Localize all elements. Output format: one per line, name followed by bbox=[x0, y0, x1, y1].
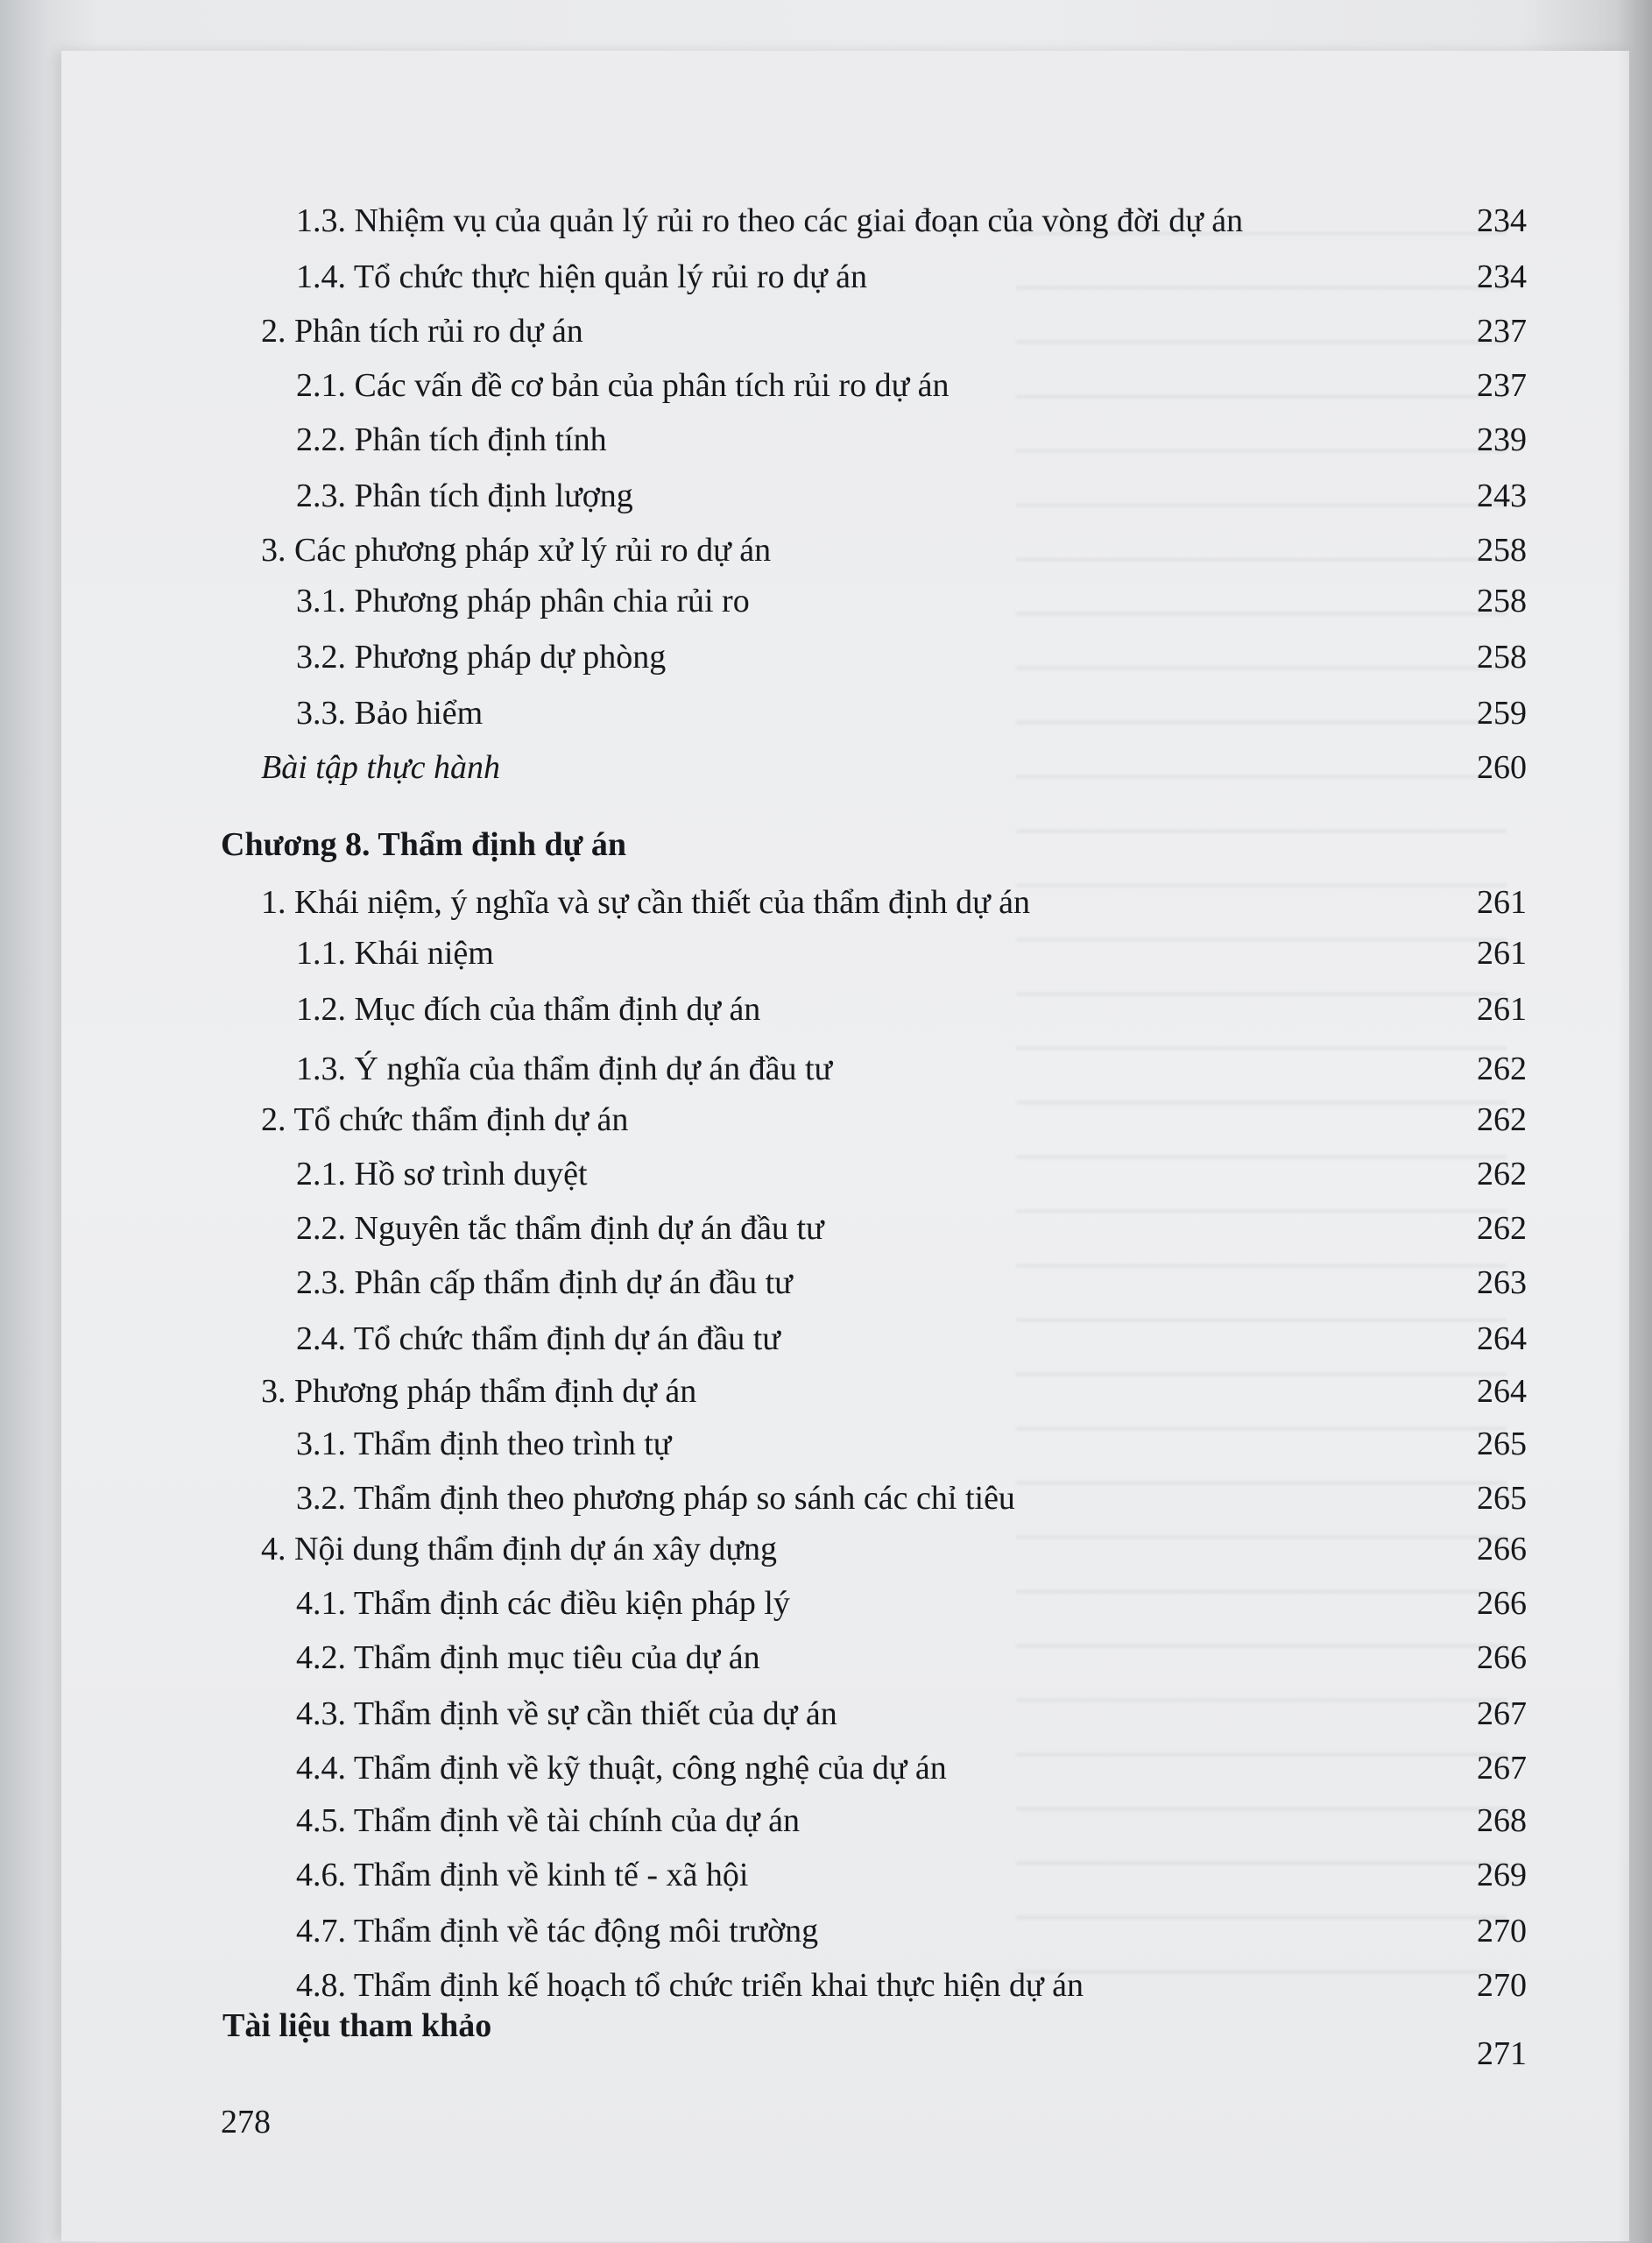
toc-entry-title: 4. Nội dung thẩm định dự án xây dựng bbox=[261, 1531, 777, 1567]
toc-entry-page: 237 bbox=[1477, 367, 1527, 404]
toc-entry-page: 237 bbox=[1477, 313, 1527, 350]
toc-entry-title: 4.1. Thẩm định các điều kiện pháp lý bbox=[296, 1585, 790, 1622]
toc-entry-title: 2.2. Phân tích định tính bbox=[296, 421, 607, 458]
toc-entry-title: 1.3. Ý nghĩa của thẩm định dự án đầu tư bbox=[296, 1051, 833, 1087]
toc-entry bbox=[0, 1742, 1652, 1794]
toc-entry bbox=[0, 414, 1652, 466]
toc-entry-title: 2.4. Tổ chức thẩm định dự án đầu tư bbox=[296, 1320, 780, 1357]
toc-entry-title: 3.2. Thẩm định theo phương pháp so sánh các chỉ tiêu bbox=[296, 1480, 1015, 1517]
toc-entry-title: 3.3. Bảo hiểm bbox=[296, 695, 484, 732]
toc-entry-title: 2.3. Phân tích định lượng bbox=[296, 478, 633, 514]
toc-entry-page: 262 bbox=[1477, 1156, 1527, 1192]
toc-entry-title: 2.3. Phân cấp thẩm định dự án đầu tư bbox=[296, 1264, 793, 1301]
toc-entry bbox=[0, 1148, 1652, 1200]
toc-entry-page: 271 bbox=[1477, 2035, 1527, 2072]
toc-entry bbox=[0, 1577, 1652, 1630]
toc-entry-page: 266 bbox=[1477, 1531, 1527, 1567]
toc-entry bbox=[0, 305, 1652, 357]
toc-entry bbox=[0, 1794, 1652, 1847]
toc-entry-title: 4.8. Thẩm định kế hoạch tổ chức triển khai thực hiện dự án bbox=[296, 1967, 1084, 2004]
toc-entry bbox=[0, 983, 1652, 1036]
toc-entry-page: 258 bbox=[1477, 583, 1527, 619]
toc-entry bbox=[0, 876, 1652, 929]
toc-references-page bbox=[0, 2027, 1652, 2080]
toc-entry bbox=[0, 1472, 1652, 1525]
toc-entry-page: 262 bbox=[1477, 1210, 1527, 1247]
toc-entry-page: 270 bbox=[1477, 1967, 1527, 2004]
toc-entry-title: 3.1. Thẩm định theo trình tự bbox=[296, 1426, 672, 1462]
toc-entry-title: Chương 8. Thẩm định dự án bbox=[221, 826, 627, 863]
toc-entry-page: 243 bbox=[1477, 478, 1527, 514]
toc-entry-page: 265 bbox=[1477, 1480, 1527, 1517]
toc-entry bbox=[0, 927, 1652, 980]
toc-entry bbox=[0, 575, 1652, 627]
toc-entry-page: 262 bbox=[1477, 1051, 1527, 1087]
toc-entry-title: 3. Các phương pháp xử lý rủi ro dự án bbox=[261, 532, 772, 569]
toc-entry-page: 263 bbox=[1477, 1264, 1527, 1301]
toc-entry-title: 1. Khái niệm, ý nghĩa và sự cần thiết của thẩm định dự án bbox=[261, 884, 1031, 921]
binding-shadow bbox=[1617, 0, 1652, 2243]
toc-entry-page: 261 bbox=[1477, 991, 1527, 1028]
toc-entry bbox=[0, 1523, 1652, 1575]
toc-entry-title: 2. Tổ chức thẩm định dự án bbox=[261, 1101, 629, 1138]
toc-entry-page: 267 bbox=[1477, 1750, 1527, 1787]
toc-entry-page: 262 bbox=[1477, 1101, 1527, 1138]
toc-entry bbox=[0, 687, 1652, 739]
toc-entry bbox=[0, 1365, 1652, 1418]
toc-entry bbox=[0, 470, 1652, 522]
toc-entry-title: 1.2. Mục đích của thẩm định dự án bbox=[296, 991, 761, 1028]
toc-entry-page: 260 bbox=[1477, 749, 1527, 786]
toc-entry-title: 2.1. Hồ sơ trình duyệt bbox=[296, 1156, 588, 1192]
toc-entry-page: 261 bbox=[1477, 884, 1527, 921]
toc-entry-title: 4.2. Thẩm định mục tiêu của dự án bbox=[296, 1639, 760, 1676]
toc-entry bbox=[0, 359, 1652, 412]
toc-entry bbox=[0, 1905, 1652, 1957]
toc-entry-title: 1.4. Tổ chức thực hiện quản lý rủi ro dự án bbox=[296, 258, 868, 295]
toc-entry-title: 4.3. Thẩm định về sự cần thiết của dự án bbox=[296, 1695, 837, 1732]
toc-entry-title: 3.2. Phương pháp dự phòng bbox=[296, 639, 667, 676]
toc-entry-title: 3.1. Phương pháp phân chia rủi ro bbox=[296, 583, 750, 619]
toc-entry-page: 234 bbox=[1477, 202, 1527, 239]
toc-entry-page: 258 bbox=[1477, 532, 1527, 569]
toc-entry-practice bbox=[0, 741, 1652, 794]
toc-entry bbox=[0, 1313, 1652, 1365]
toc-entry-page: 258 bbox=[1477, 639, 1527, 676]
toc-entry-page: 266 bbox=[1477, 1585, 1527, 1622]
toc-entry-title: 1.1. Khái niệm bbox=[296, 935, 494, 972]
toc-entry bbox=[0, 195, 1652, 247]
toc-entry-title: 4.6. Thẩm định về kinh tế - xã hội bbox=[296, 1857, 749, 1893]
toc-entry bbox=[0, 1093, 1652, 1146]
page-number-folio: 278 bbox=[221, 2104, 271, 2140]
toc-entry bbox=[0, 1256, 1652, 1309]
toc-entry-page: 268 bbox=[1477, 1802, 1527, 1839]
toc-entry-title: 4.5. Thẩm định về tài chính của dự án bbox=[296, 1802, 800, 1839]
toc-entry-title: 2.2. Nguyên tắc thẩm định dự án đầu tư bbox=[296, 1210, 824, 1247]
toc-entry-page: 265 bbox=[1477, 1426, 1527, 1462]
toc-entry-title: 4.7. Thẩm định về tác động môi trường bbox=[296, 1913, 819, 1949]
toc-entry-title: 1.3. Nhiệm vụ của quản lý rủi ro theo các giai đoạn của vòng đời dự án bbox=[296, 202, 1244, 239]
toc-entry-title: Tài liệu tham khảo bbox=[222, 2007, 492, 2044]
toc-entry-page: 234 bbox=[1477, 258, 1527, 295]
toc-entry-page: 266 bbox=[1477, 1639, 1527, 1676]
toc-entry-page: 269 bbox=[1477, 1857, 1527, 1893]
toc-entry-page: 261 bbox=[1477, 935, 1527, 972]
toc-entry-title: 2.1. Các vấn đề cơ bản của phân tích rủi ro dự án bbox=[296, 367, 950, 404]
toc-entry-title: 2. Phân tích rủi ro dự án bbox=[261, 313, 583, 350]
toc-entry bbox=[0, 1849, 1652, 1901]
toc-entry bbox=[0, 1688, 1652, 1740]
toc-entry bbox=[0, 1418, 1652, 1470]
toc-entry bbox=[0, 1631, 1652, 1684]
toc-entry-title: Bài tập thực hành bbox=[261, 749, 500, 786]
toc-chapter-heading bbox=[0, 818, 1652, 871]
toc-entry bbox=[0, 251, 1652, 303]
toc-entry bbox=[0, 631, 1652, 683]
toc-entry-page: 267 bbox=[1477, 1695, 1527, 1732]
toc-entry bbox=[0, 524, 1652, 577]
toc-entry-page: 239 bbox=[1477, 421, 1527, 458]
toc-entry-page: 264 bbox=[1477, 1320, 1527, 1357]
toc-entry-page: 264 bbox=[1477, 1373, 1527, 1410]
toc-entry-title: 4.4. Thẩm định về kỹ thuật, công nghệ của dự án bbox=[296, 1750, 947, 1787]
toc-entry-title: 3. Phương pháp thẩm định dự án bbox=[261, 1373, 697, 1410]
toc-entry bbox=[0, 1043, 1652, 1095]
toc-entry bbox=[0, 1202, 1652, 1255]
toc-entry-page: 270 bbox=[1477, 1913, 1527, 1949]
toc-entry-page: 259 bbox=[1477, 695, 1527, 732]
